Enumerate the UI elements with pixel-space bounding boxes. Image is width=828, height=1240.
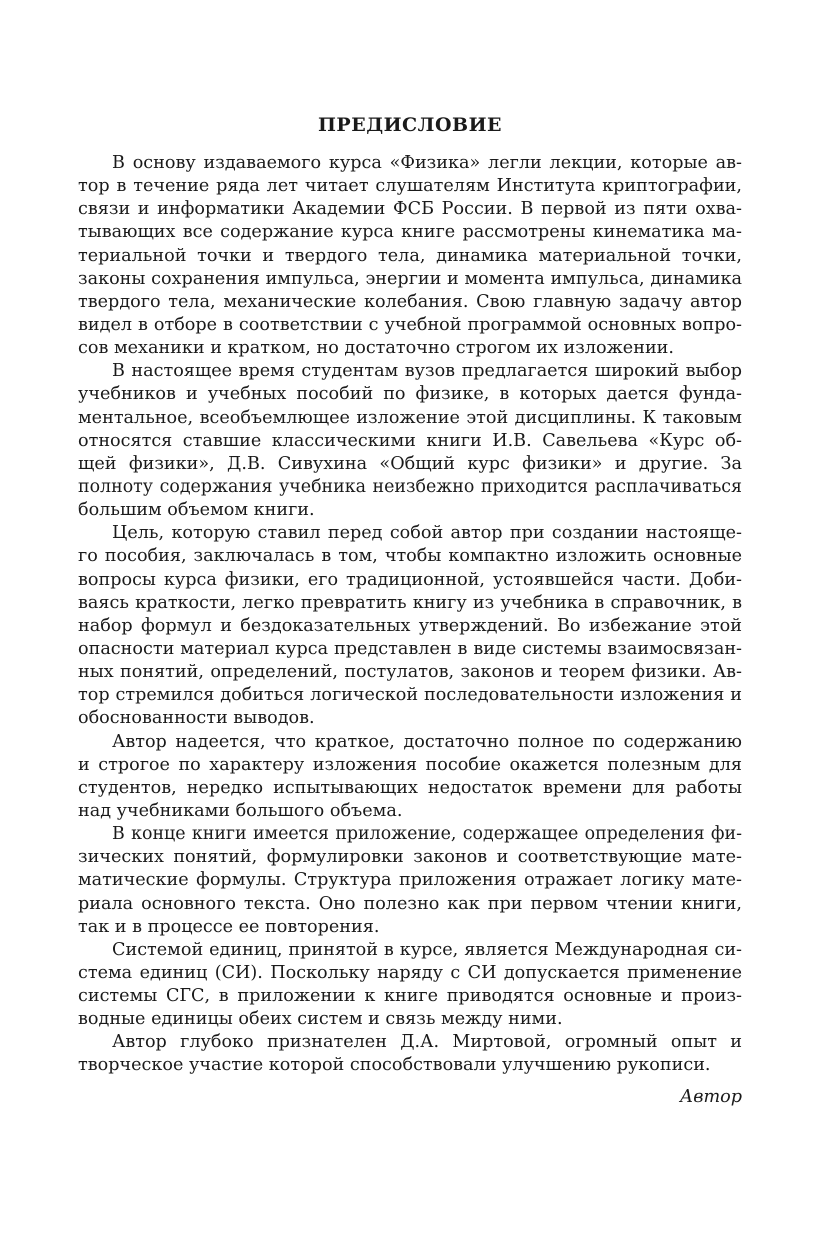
text-line: матические формулы. Структура приложения отражает логику мате-: [78, 870, 742, 891]
text-line: зических понятий, формулировки законов и соответствующие мате-: [78, 847, 742, 868]
text-line: над учебниками большого объема.: [78, 800, 403, 821]
text-line: и строгое по характеру изложения пособие окажется полезным для: [78, 754, 742, 775]
text-line: связи и информатики Академии ФСБ России. В первой из пяти охва-: [78, 199, 742, 220]
paragraph: [78, 939, 742, 1032]
paragraph: [78, 522, 742, 730]
text-line: Автор надеется, что краткое, достаточно полное по содержанию: [112, 731, 742, 752]
body-text: [78, 152, 742, 1078]
text-line: Системой единиц, принятой в курсе, является Международная си-: [112, 939, 742, 960]
text-line: сов механики и кратком, но достаточно строгом их изложении.: [78, 338, 674, 359]
paragraph: [78, 152, 742, 360]
paragraph: [78, 731, 742, 824]
text-line: законы сохранения импульса, энергии и момента импульса, динамика: [78, 268, 742, 289]
text-line: щей физики», Д.В. Сивухина «Общий курс физики» и другие. За: [78, 453, 742, 474]
text-line: так и в процессе ее повторения.: [78, 916, 380, 937]
text-line: вопросы курса физики, его традиционной, устоявшейся части. Доби-: [78, 569, 742, 590]
text-line: системы СГС, в приложении к книге приводятся основные и произ-: [78, 986, 742, 1007]
text-line: опасности материал курса представлен в виде системы взаимосвязан-: [78, 638, 742, 659]
text-line: видел в отборе в соответствии с учебной программой основных вопро-: [78, 314, 742, 335]
paragraph: [78, 360, 742, 522]
text-line: обоснованности выводов.: [78, 708, 315, 729]
text-line: тор в течение ряда лет читает слушателям Института криптографии,: [78, 176, 742, 197]
text-line: го пособия, заключалась в том, чтобы компактно изложить основные: [78, 546, 742, 567]
text-line: творческое участие которой способствовали улучшению рукописи.: [78, 1055, 711, 1076]
text-line: ментальное, всеобъемлющее изложение этой дисциплины. К таковым: [78, 407, 742, 428]
text-line: тывающих все содержание курса книге рассмотрены кинематика ма-: [78, 222, 742, 243]
text-line: набор формул и бездоказательных утверждений. Во избежание этой: [78, 615, 742, 636]
paragraph: [78, 1031, 742, 1077]
text-line: большим объемом книги.: [78, 500, 315, 521]
text-line: студентов, нередко испытывающих недостаток времени для работы: [78, 777, 742, 798]
page: [78, 112, 742, 1109]
text-line: териальной точки и твердого тела, динамика материальной точки,: [78, 245, 742, 266]
page-title: ПРЕДИСЛОВИЕ: [317, 114, 503, 136]
text-line: твердого тела, механические колебания. Свою главную задачу автор: [78, 291, 742, 312]
paragraph: [78, 823, 742, 939]
text-line: ных понятий, определений, постулатов, законов и теорем физики. Ав-: [78, 662, 742, 683]
text-line: риала основного текста. Оно полезно как при первом чтении книги,: [78, 893, 742, 914]
text-line: полноту содержания учебника неизбежно приходится расплачиваться: [78, 476, 742, 497]
text-line: водные единицы обеих систем и связь между ними.: [78, 1009, 563, 1030]
text-line: ваясь краткости, легко превратить книгу из учебника в справочник, в: [78, 592, 742, 613]
text-line: Цель, которую ставил перед собой автор при создании настояще-: [112, 523, 742, 544]
text-line: Автор глубоко признателен Д.А. Миртовой, огромный опыт и: [112, 1032, 742, 1053]
text-line: В конце книги имеется приложение, содержащее определения фи-: [112, 824, 742, 845]
text-line: тор стремился добиться логической последовательности изложения и: [78, 685, 742, 706]
text-line: стема единиц (СИ). Поскольку наряду с СИ допускается применение: [78, 962, 742, 983]
text-line: относятся ставшие классическими книги И.В. Савельева «Курс об-: [78, 430, 742, 451]
text-line: В настоящее время студентам вузов предлагается широкий выбор: [112, 361, 742, 382]
text-line: учебников и учебных пособий по физике, в которых дается фунда-: [78, 384, 742, 405]
signature: Автор: [679, 1086, 742, 1107]
text-line: В основу издаваемого курса «Физика» легли лекции, которые ав-: [112, 153, 742, 173]
